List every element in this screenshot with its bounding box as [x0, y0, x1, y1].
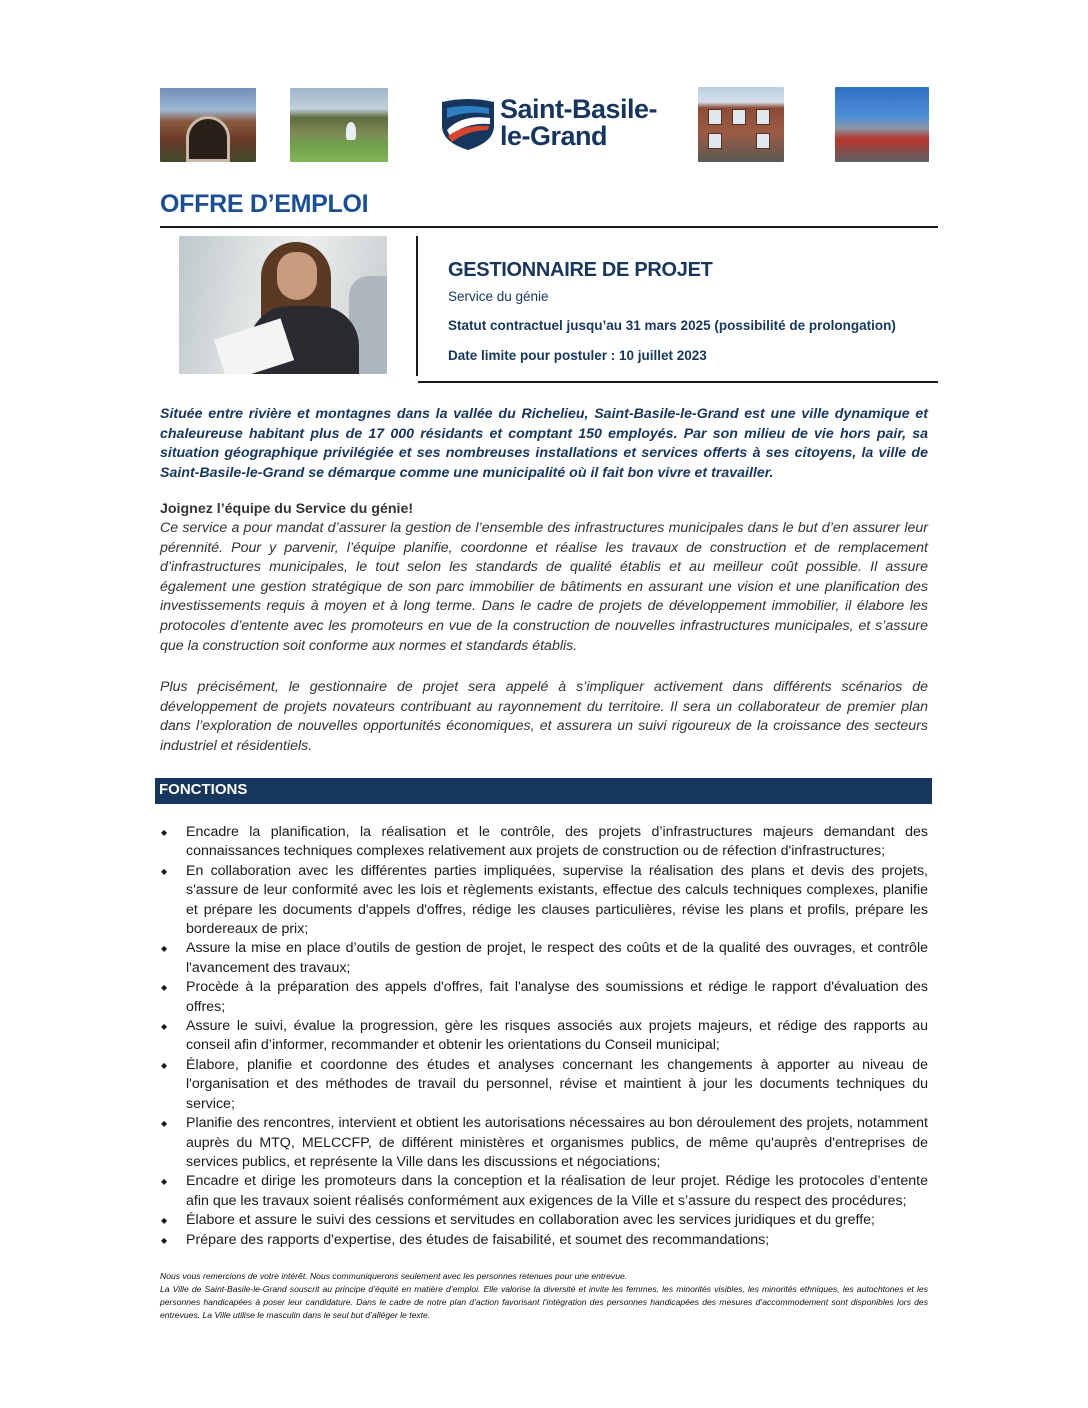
list-item: ◆ Procède à la préparation des appels d'offres, fait l'analyse des soumissions et rédige le rapport d'évaluation des offres;: [160, 978, 928, 1017]
list-item: ◆ Planifie des rencontres, intervient et obtient les autorisations nécessaires au bon déroulement des projets, notamment auprès du MTQ, MELCCFP, de différent ministères et organismes publics, de même qu'auprès d'entreprises de services publics, et représente la Ville dans les discussions et négociations;: [160, 1114, 928, 1172]
list-item: ◆ Encadre la planification, la réalisation et le contrôle, des projets d’infrastructures majeurs demandant des connaissances techniques complexes relativement aux projets de construction ou de réfection d'infrastructures;: [160, 823, 928, 862]
job-title: GESTIONNAIRE DE PROJET: [448, 259, 713, 281]
modern-building-photo: [835, 87, 929, 162]
list-item: ◆ Assure la mise en place d’outils de gestion de projet, le respect des coûts et de la qualité des ouvrages, et contrôle l'avancement des travaux;: [160, 939, 928, 978]
join-heading: Joignez l’équipe du Service du génie!: [160, 501, 414, 517]
list-item: ◆ Élabore, planifie et coordonne des études et analyses concernant les changements à apporter au niveau de l'organisation et des méthodes de travail du personnel, révise et maintient à jour les documents techniques du service;: [160, 1056, 928, 1114]
intro-paragraph: Située entre rivière et montagnes dans la vallée du Richelieu, Saint-Basile-le-Grand est une ville dynamique et chaleureuse habitant plus de 17 000 résidants et comptant 150 employés. Par son milieu de vie hors pair, sa situation géographique privilégiée et ses nombreuses installations et services offerts à ses citoyens, la ville de Saint-Basile-le-Grand se démarque comme une municipalité où il fait bon vivre et travailler.: [160, 406, 928, 481]
footer-thanks: Nous vous remercions de votre intérêt. Nous communiquerons seulement avec les personnes retenues pour une entrevue.: [160, 1271, 628, 1281]
logo-line-2: le-Grand: [500, 121, 608, 151]
page-title: OFFRE D’EMPLOI: [160, 190, 369, 218]
city-logo-wordmark: [500, 96, 657, 150]
logo-line-1: Saint-Basile-: [500, 94, 658, 124]
section-header-bar: [155, 778, 932, 804]
list-item: ◆ Assure le suivi, évalue la progression, gère les risques associés aux projets majeurs, et rédige des rapports au conseil afin d’informer, recommander et obtenir les orientations du Conseil municipal;: [160, 1017, 928, 1056]
role-description: Plus précisément, le gestionnaire de projet sera appelé à s’impliquer activement dans différents scénarios de développement de projets novateurs contribuant au rayonnement du territoire. Il sera un collaborateur de premier plan dans l’exploration de nouvelles opportunités économiques, et assurera un suivi rigoureux de la croissance des secteurs industriel et résidentiels.: [160, 679, 928, 754]
job-service: Service du génie: [448, 289, 549, 304]
list-item: ◆ En collaboration avec les différentes parties impliquées, supervise la réalisation des plans et devis des projets, s'assure de leur conformité avec les lois et règlements existants, effectue des calculs techniques complexes, planifie et prépare les documents d'appels d'offres, rédige les clauses particulières, révise les plans et profils, prépare les bordereaux de prix;: [160, 862, 928, 940]
vertical-divider: [416, 236, 418, 376]
service-description: Ce service a pour mandat d’assurer la gestion de l’ensemble des infrastructures municipales dans le but d’en assurer leur pérennité. Pour y parvenir, l’équipe planifie, coordonne et réalise les travaux de construction et de remplacement d’infrastructures municipales, le tout selon les standards de qualité établis et au meilleur coût possible. Il assure également une gestion stratégique de son parc immobilier de bâtiments en assurant une vision et une planification des investissements requis à moyen et à long terme. Dans le cadre de projets de développement immobilier, il élabore les protocoles d’entente avec les promoteurs en vue de la construction de nouvelles infrastructures municipales, et s’assure que la construction soit conforme aux normes et standards établis.: [160, 520, 928, 654]
smiling-woman-photo: [179, 236, 387, 374]
divider: [160, 226, 938, 228]
duties-list: [160, 823, 928, 1250]
building-arch-photo: [160, 88, 256, 162]
list-item: ◆ Élabore et assure le suivi des cessions et servitudes en collaboration avec les services juridiques et du greffe;: [160, 1211, 928, 1230]
park-fountain-photo: [290, 88, 388, 162]
job-deadline: Date limite pour postuler : 10 juillet 2023: [448, 348, 707, 363]
brick-building-photo: [698, 87, 784, 162]
footer-equity-statement: La Ville de Saint-Basile-le-Grand souscrit au principe d’équité en matière d’emploi. Elle valorise la diversité et invite les femmes, les minorités visibles, les minorités ethniques, les autochtones et les personnes handicapées à poser leur candidature. Dans le cadre de notre plan d’action favorisant l’intégration des personnes handicapées des mesures d’accommodement sont disponibles lors des entrevues. La Ville utilise le masculin dans le seul but d’alléger le texte.: [160, 1284, 928, 1320]
city-logo-shield-icon: [438, 96, 498, 152]
divider: [418, 381, 938, 383]
section-header-fonctions: FONCTIONS: [159, 781, 248, 798]
list-item: ◆ Prépare des rapports d'expertise, des études de faisabilité, et soumet des recommandations;: [160, 1231, 928, 1250]
list-item: ◆ Encadre et dirige les promoteurs dans la conception et la réalisation de leur projet. Rédige les protocoles d’entente afin que les travaux soient réalisés conformément aux exigences de la Ville et s’assure du respect des procédures;: [160, 1172, 928, 1211]
job-status: Statut contractuel jusqu’au 31 mars 2025 (possibilité de prolongation): [448, 318, 896, 333]
